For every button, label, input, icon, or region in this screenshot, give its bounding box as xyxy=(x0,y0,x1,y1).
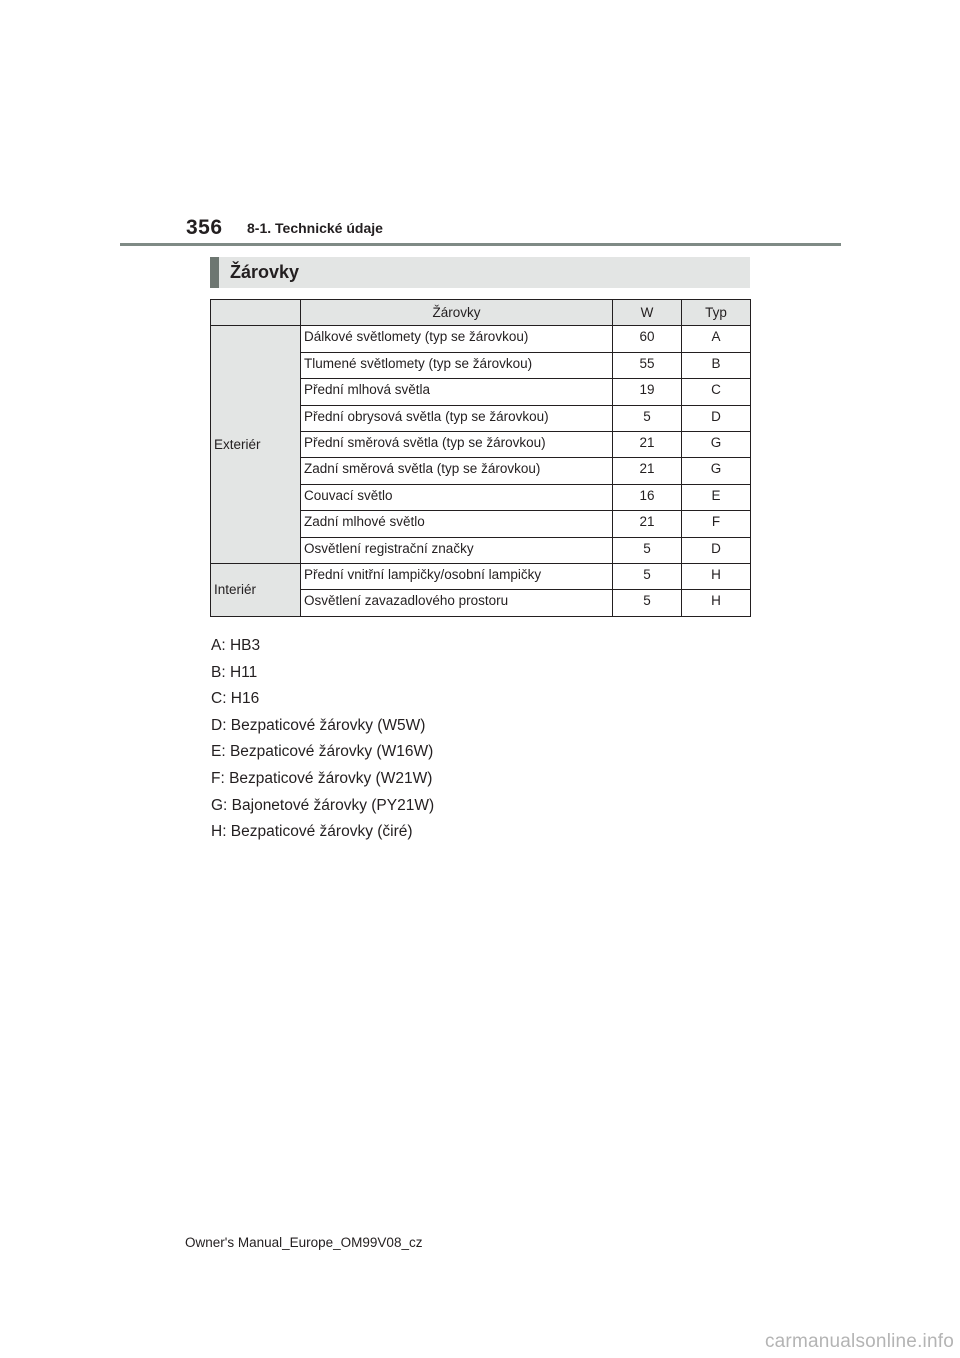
table-row xyxy=(211,563,751,589)
bulb-watt: 5 xyxy=(613,590,682,616)
bulb-type: G xyxy=(682,458,751,484)
bulb-watt: 5 xyxy=(613,405,682,431)
bulb-type-legend xyxy=(211,636,434,849)
bulb-watt: 21 xyxy=(613,511,682,537)
bulb-name: Dálkové světlomety (typ se žárovkou) xyxy=(301,326,613,352)
bulb-watt: 60 xyxy=(613,326,682,352)
bulb-name: Couvací světlo xyxy=(301,484,613,510)
footer-manual-id: Owner's Manual_Europe_OM99V08_cz xyxy=(185,1235,423,1250)
bulb-name: Přední obrysová světla (typ se žárovkou) xyxy=(301,405,613,431)
table-header-bulbs: Žárovky xyxy=(301,300,613,326)
bulb-type: D xyxy=(682,537,751,563)
table-row xyxy=(211,326,751,352)
bulb-watt: 5 xyxy=(613,537,682,563)
bulb-type: H xyxy=(682,563,751,589)
legend-item: B: H11 xyxy=(211,663,258,681)
table-header-type: Typ xyxy=(682,300,751,326)
bulb-name: Přední mlhová světla xyxy=(301,379,613,405)
bulb-type: E xyxy=(682,484,751,510)
bulb-watt: 21 xyxy=(613,431,682,457)
bulb-type: C xyxy=(682,379,751,405)
section-title: 8-1. Technické údaje xyxy=(247,220,383,236)
legend-item: A: HB3 xyxy=(211,637,261,654)
legend-item: E: Bezpaticové žárovky (W16W) xyxy=(211,743,434,761)
legend-item: H: Bezpaticové žárovky (čiré) xyxy=(211,823,413,841)
watermark: carmanualsonline.info xyxy=(764,1331,954,1352)
bulb-name: Osvětlení zavazadlového prostoru xyxy=(301,590,613,616)
legend-item: D: Bezpaticové žárovky (W5W) xyxy=(211,716,426,734)
bulb-type: F xyxy=(682,511,751,537)
category-exterior: Exteriér xyxy=(211,326,301,564)
legend-item: G: Bajonetové žárovky (PY21W) xyxy=(211,796,435,814)
bulb-type: B xyxy=(682,352,751,378)
section-heading: Žárovky xyxy=(230,262,300,282)
bulb-watt: 16 xyxy=(613,484,682,510)
bulb-name: Přední vnitřní lampičky/osobní lampičky xyxy=(301,563,613,589)
table-header-w: W xyxy=(613,300,682,326)
bulb-watt: 19 xyxy=(613,379,682,405)
page-number: 356 xyxy=(186,216,223,239)
table-header-category xyxy=(211,300,301,326)
header-rule xyxy=(120,243,841,246)
bulb-watt: 21 xyxy=(613,458,682,484)
bulb-watt: 55 xyxy=(613,352,682,378)
legend-item: F: Bezpaticové žárovky (W21W) xyxy=(211,769,433,787)
table-header-row xyxy=(211,300,751,326)
bulb-type: G xyxy=(682,431,751,457)
bulb-name: Přední směrová světla (typ se žárovkou) xyxy=(301,431,613,457)
bulb-watt: 5 xyxy=(613,563,682,589)
bulb-name: Osvětlení registrační značky xyxy=(301,537,613,563)
section-heading-bar xyxy=(210,257,750,288)
bulb-type: H xyxy=(682,590,751,616)
bulb-name: Tlumené světlomety (typ se žárovkou) xyxy=(301,352,613,378)
bulb-name: Zadní mlhové světlo xyxy=(301,511,613,537)
bulb-type: A xyxy=(682,326,751,352)
bulb-name: Zadní směrová světla (typ se žárovkou) xyxy=(301,458,613,484)
bulbs-table xyxy=(210,299,751,617)
legend-item: C: H16 xyxy=(211,690,260,708)
bulb-type: D xyxy=(682,405,751,431)
category-interior: Interiér xyxy=(211,563,301,616)
